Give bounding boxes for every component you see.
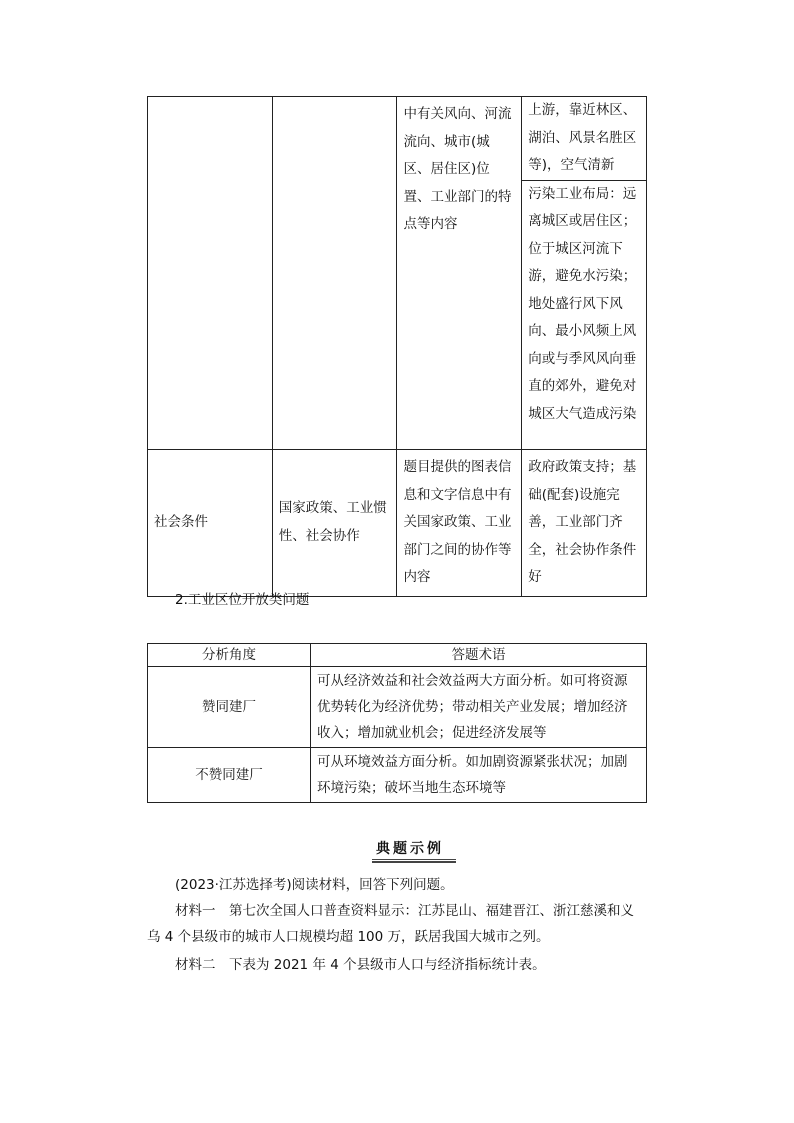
table-row: [148, 450, 647, 597]
table-row: [148, 97, 647, 450]
terms-cell: 可从环境效益方面分析。如加剧资源紧张状况；加剧环境污染；破坏当地生态环境等: [311, 748, 647, 803]
column-header: 答题术语: [311, 644, 647, 667]
question-intro: (2023·江苏选择考)阅读材料，回答下列问题。: [175, 877, 454, 893]
table-row: [148, 667, 647, 748]
table-cell-empty: [272, 97, 397, 450]
table-cell-info-source: 中有关风向、河流流向、城市(城区、居住区)位置、工业部门的特点等内容: [397, 97, 522, 450]
example-heading: 典题示例: [376, 841, 444, 857]
angle-cell: 不赞同建厂: [148, 748, 311, 803]
heading-underline: [372, 859, 456, 863]
table-cell-factor: 社会条件: [148, 450, 273, 597]
angle-cell: 赞同建厂: [148, 667, 311, 748]
table-header-row: [148, 644, 647, 667]
open-question-table: [147, 643, 647, 803]
table-cell-layout-terms: [522, 97, 647, 450]
table-cell-info-source: 题目提供的图表信息和文字信息中有关国家政策、工业部门之间的协作等内容: [397, 450, 522, 597]
material-one: 材料一 第七次全国人口普查资料显示：江苏昆山、福建晋江、浙江慈溪和义乌 4 个县级市的城市人口规模均超 100 万，跃居我国大城市之列。: [147, 903, 634, 945]
table-row: [148, 748, 647, 803]
material-two: 材料二 下表为 2021 年 4 个县级市人口与经济指标统计表。: [175, 957, 546, 973]
table-cell-answer-terms: 政府政策支持；基础(配套)设施完善，工业部门齐全，社会协作条件好: [522, 450, 647, 597]
table-cell-empty: [148, 97, 273, 450]
column-header: 分析角度: [148, 644, 311, 667]
section-title: 2.工业区位开放类问题: [175, 592, 310, 608]
polluting-industry-text: 污染工业布局：远离城区或居住区；位于城区河流下游，避免水污染；地处盛行风下风向、最小风频上风向或与季风风向垂直的郊外，避免对城区大气造成污染: [528, 185, 637, 422]
terms-cell: 可从经济效益和社会效益两大方面分析。如可将资源优势转化为经济优势；带动相关产业发展；增加经济收入；增加就业机会；促进经济发展等: [311, 667, 647, 748]
table-cell-elements: 国家政策、工业惯性、社会协作: [272, 450, 397, 597]
clean-industry-text: 上游，靠近林区、湖泊、风景名胜区等)，空气清新: [522, 97, 646, 181]
industrial-location-table-continued: [147, 96, 647, 597]
